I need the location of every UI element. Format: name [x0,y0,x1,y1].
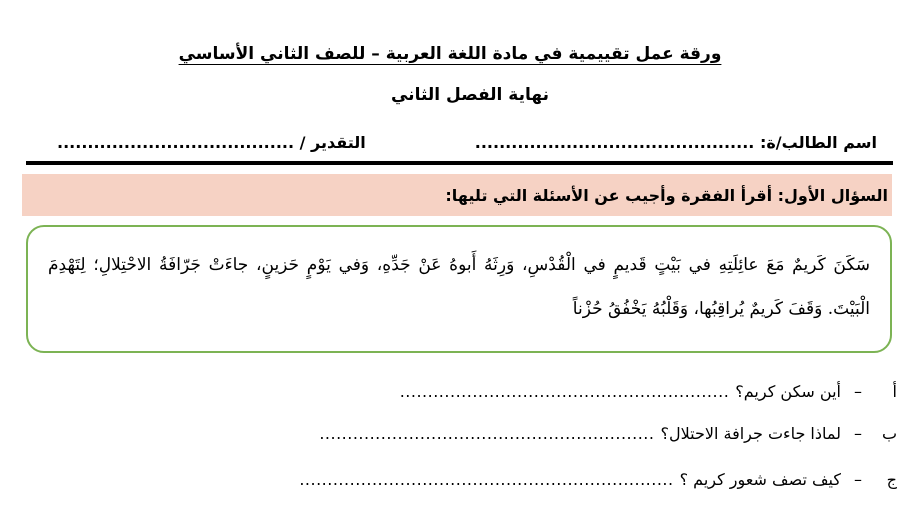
answer-blank[interactable]: ........................................................... [399,382,730,401]
student-name-blank[interactable]: .............................................. [474,132,755,152]
student-info-row [57,128,877,156]
question-heading [22,174,892,216]
question-item-text: كيف تصف شعور كريم ؟ [679,470,841,489]
student-name-field [475,133,877,152]
question-item-c [299,470,897,489]
question-item-letter: أ [892,382,897,401]
answer-blank[interactable]: ............................................................ [319,424,655,443]
question-item-dash: – [854,470,862,489]
student-name-label: اسم الطالب/ة: [759,132,877,152]
question-item-letter: ج [886,470,897,489]
question-item-b [319,424,897,443]
question-item-text: أين سكن كريم؟ [735,382,841,401]
answer-blank[interactable]: ................................................................... [299,470,674,489]
page-title: ورقة عمل تقييمية في مادة اللغة العربية – للصف الثاني الأساسي [178,44,722,64]
question-item-letter: ب [881,424,897,443]
grade-label: التقدير / [299,132,366,152]
question-item-text: لماذا جاءت جرافة الاحتلال؟ [660,424,841,443]
header-divider [26,161,893,165]
reading-passage-box [26,225,892,353]
grade-field [57,133,366,152]
question-item-a [400,382,897,401]
question-item-dash: – [854,382,862,401]
question-item-dash: – [854,424,862,443]
page-subtitle: نهاية الفصل الثاني [390,85,549,105]
question-heading-text: السؤال الأول: أقرأ الفقرة وأجيب عن الأسئلة التي تليها: [445,185,888,205]
reading-passage-text: سَكَنَ كَريمٌ مَعَ عائِلَتِهِ في بَيْتٍ قَديمٍ في الْقُدْسِ، وَرِثَهُ أَبوهُ عَنْ جَدِّهِ، وَفي يَوْمٍ حَزينٍ، جاءَتْ جَرّافَةُ الاحْتِلالِ؛ لِتَهْدِمَ الْبَيْتَ. وَقَفَ كَريمٌ يُراقِبُها، وَقَلْبُهُ يَخْفُقُ حُزْناً [48,255,870,319]
grade-blank[interactable]: ....................................... [57,132,295,152]
